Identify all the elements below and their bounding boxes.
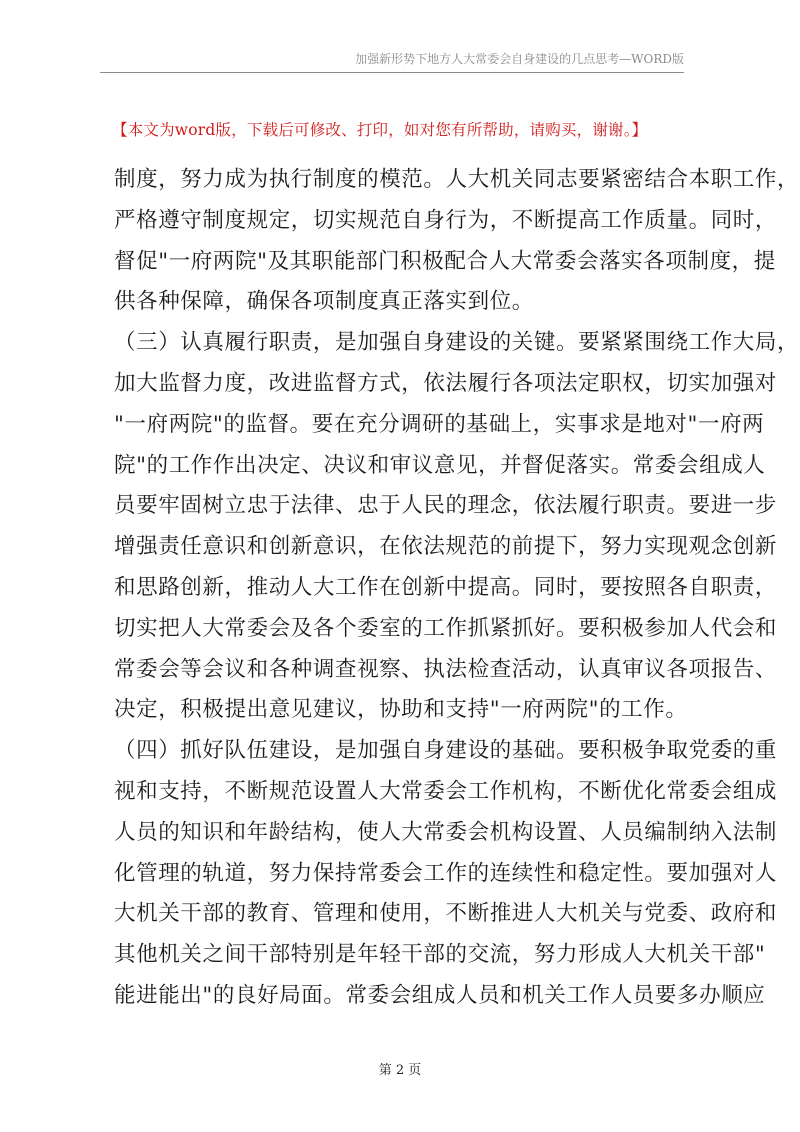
text-line: 员要牢固树立忠于法律、忠于人民的理念，依法履行职责。要进一步 bbox=[114, 493, 778, 519]
text-line: （四）抓好队伍建设，是加强自身建设的基础。要积极争取党委的重 bbox=[114, 738, 778, 764]
text-line: 增强责任意识和创新意识，在依法规范的前提下，努力实现观念创新 bbox=[114, 534, 778, 560]
text-line: 化管理的轨道，努力保持常委会工作的连续性和稳定性。要加强对人 bbox=[114, 860, 778, 886]
text-line: "一府两院"的监督。要在充分调研的基础上，实事求是地对"一府两 bbox=[114, 411, 765, 437]
text-line: 其他机关之间干部特别是年轻干部的交流，努力形成人大机关干部" bbox=[114, 942, 766, 968]
text-line: 和思路创新，推动人大工作在创新中提高。同时，要按照各自职责， bbox=[114, 574, 778, 600]
download-notice: 【本文为word版，下载后可修改、打印，如对您有所帮助，请购买，谢谢。】 bbox=[112, 121, 648, 139]
text-line: 严格遵守制度规定，切实规范自身行为，不断提高工作质量。同时， bbox=[114, 207, 778, 233]
text-line: 供各种保障，确保各项制度真正落实到位。 bbox=[114, 289, 534, 315]
text-line: 大机关干部的教育、管理和使用，不断推进人大机关与党委、政府和 bbox=[114, 901, 778, 927]
page-header: 加强新形势下地方人大常委会自身建设的几点思考—WORD版 bbox=[100, 50, 684, 73]
text-line: 院"的工作作出决定、决议和审议意见，并督促落实。常委会组成人 bbox=[114, 452, 766, 478]
text-line: 加大监督力度，改进监督方式，依法履行各项法定职权，切实加强对 bbox=[114, 370, 778, 396]
text-line: 视和支持，不断规范设置人大常委会工作机构，不断优化常委会组成 bbox=[114, 778, 778, 804]
text-line: 督促"一府两院"及其职能部门积极配合人大常委会落实各项制度，提 bbox=[114, 248, 776, 274]
text-line: 能进能出"的良好局面。常委会组成人员和机关工作人员要多办顺应 bbox=[114, 982, 766, 1008]
text-line: 切实把人大常委会及各个委室的工作抓紧抓好。要积极参加人代会和 bbox=[114, 615, 778, 641]
text-line: 制度，努力成为执行制度的模范。人大机关同志要紧密结合本职工作， bbox=[114, 167, 800, 192]
text-line: （三）认真履行职责，是加强自身建设的关键。要紧紧围绕工作大局， bbox=[114, 330, 800, 356]
text-line: 人员的知识和年龄结构，使人大常委会机构设置、人员编制纳入法制 bbox=[114, 819, 778, 845]
document-body bbox=[114, 160, 800, 1017]
text-line: 决定，积极提出意见建议，协助和支持"一府两院"的工作。 bbox=[114, 697, 688, 723]
page-number: 第 2 页 bbox=[378, 1063, 422, 1078]
text-line: 常委会等会议和各种调查视察、执法检查活动，认真审议各项报告、 bbox=[114, 656, 778, 682]
